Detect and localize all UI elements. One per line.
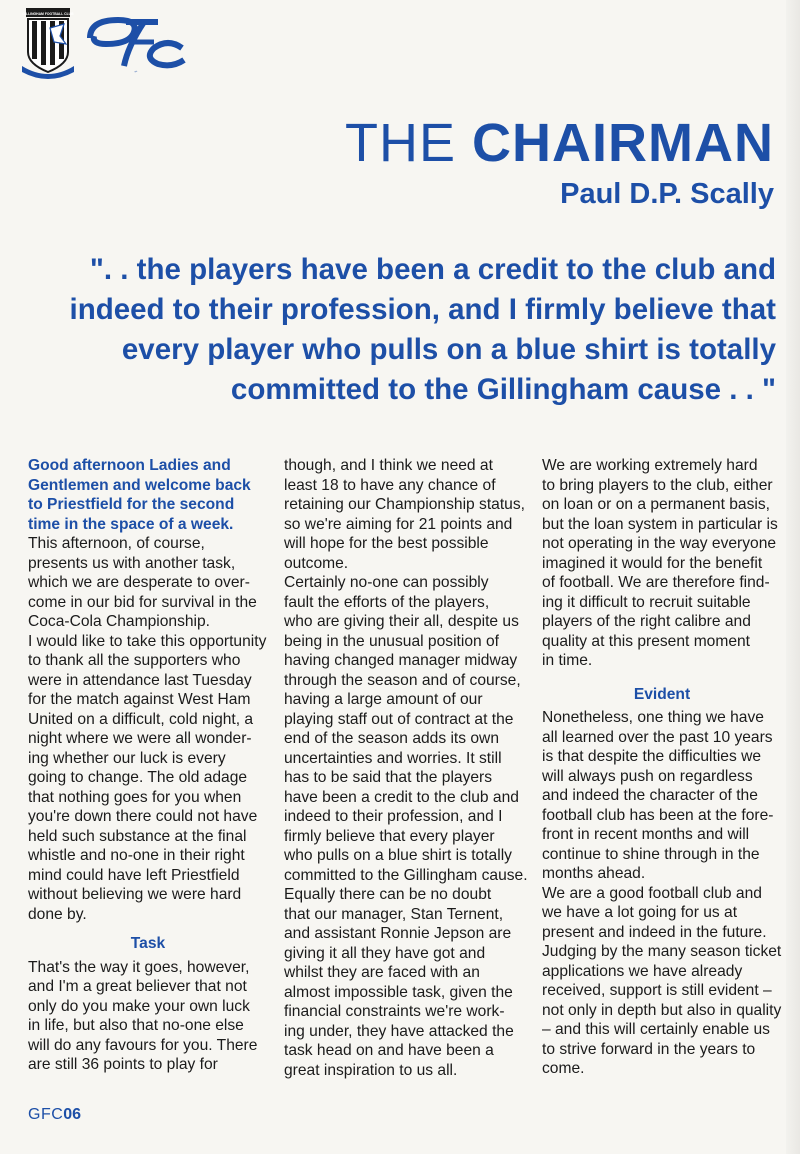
text-line: but the loan system in particular is: [542, 515, 778, 533]
text-line: who are giving their all, despite us: [284, 613, 519, 630]
text-line: and assistant Ronnie Jepson are: [284, 925, 512, 942]
text-line: come.: [542, 1060, 585, 1077]
text-line: come in our bid for survival in the: [28, 593, 257, 611]
text-line: indeed to their profession, and I: [284, 808, 503, 825]
text-line: – and this will certainly enable us: [542, 1021, 770, 1038]
text-line: whistle and no-one in their right: [28, 847, 245, 864]
text-line: We are working extremely hard: [542, 457, 758, 474]
text-line: so we're aiming for 21 points and: [284, 515, 513, 533]
page-title: [345, 112, 774, 174]
article-column-1: [28, 456, 268, 1075]
text-line: imagined it would for the benefit: [542, 554, 763, 572]
text-line: for the match against West Ham: [28, 691, 251, 708]
text-line: least 18 to have any chance of: [284, 476, 496, 494]
text-line: without believing we were hard: [28, 886, 242, 903]
text-line: you're down there could not have: [28, 808, 258, 825]
text-line: though, and I think we need at: [284, 457, 493, 474]
text-line: time in the space of a week.: [28, 515, 234, 533]
text-line: uncertainties and worries. It still: [284, 749, 502, 767]
text-line: financial constraints we're work-: [284, 1003, 505, 1020]
title-the: THE: [345, 113, 457, 173]
text-line: is that despite the difficulties we: [542, 748, 762, 765]
text-line: almost impossible task, given the: [284, 983, 513, 1001]
page-number-value: 06: [63, 1106, 82, 1123]
text-line: were in attendance last Tuesday: [28, 671, 252, 689]
text-line: Certainly no-one can possibly: [284, 574, 489, 591]
text-line: which we are desperate to over-: [28, 574, 250, 591]
text-line: done by.: [28, 905, 87, 923]
club-crest-logo: [20, 6, 76, 80]
text-line: on loan or on a permanent basis,: [542, 496, 770, 513]
text-line: Gentlemen and welcome back: [28, 476, 251, 494]
text-line: in life, but also that no-one else: [28, 1017, 244, 1034]
text-line: has to be said that the players: [284, 769, 493, 786]
text-line: continue to shine through in the: [542, 845, 760, 863]
text-line: outcome.: [284, 554, 349, 572]
text-line: We are a good football club and: [542, 884, 762, 902]
text-line: received, support is still evident –: [542, 982, 772, 999]
title-chairman: CHAIRMAN: [472, 113, 774, 173]
text-line: I would like to take this opportunity: [28, 632, 267, 650]
text-line: having changed manager midway: [284, 652, 518, 669]
text-line: going to change. The old adage: [28, 769, 248, 786]
pull-quote: [16, 250, 776, 410]
text-line: only do you make your own luck: [28, 997, 250, 1015]
text-line: ing whether our luck is every: [28, 749, 226, 767]
text-line: This afternoon, of course,: [28, 535, 205, 552]
gfc-logo-text: gfc: [134, 71, 138, 73]
text-line: not operating in the way everyone: [542, 535, 777, 552]
body-text: [542, 456, 782, 671]
page-edge: [786, 0, 800, 1154]
text-line: giving it all they have got and: [284, 944, 486, 962]
text-line: in time.: [542, 652, 593, 669]
body-text: [28, 958, 268, 1075]
text-line: and I'm a great believer that not: [28, 978, 247, 995]
text-line: will hope for the best possible: [284, 535, 489, 552]
text-line: front in recent months and will: [542, 826, 750, 843]
text-line: end of the season adds its own: [284, 730, 499, 747]
text-line: firmly believe that every player: [284, 827, 495, 845]
gfc-logo: [84, 14, 188, 74]
text-line: players of the right calibre and: [542, 613, 751, 630]
text-line: held such substance at the final: [28, 827, 247, 845]
pull-quote-line: committed to the Gillingham cause . . ": [230, 373, 776, 406]
text-line: presents us with another task,: [28, 554, 236, 572]
text-line: of football. We are therefore find-: [542, 574, 770, 591]
text-line: and indeed the character of the: [542, 787, 758, 804]
text-line: Nonetheless, one thing we have: [542, 709, 764, 726]
text-line: Judging by the many season ticket: [542, 943, 782, 960]
crest-text: GILLINGHAM FOOTBALL CLUB: [22, 12, 74, 16]
text-line: whilst they are faced with an: [284, 964, 480, 981]
article-column-3: [542, 456, 782, 1079]
text-line: will always push on regardless: [542, 767, 753, 785]
text-line: through the season and of course,: [284, 671, 521, 689]
text-line: retaining our Championship status,: [284, 496, 525, 513]
text-line: will do any favours for you. There: [28, 1036, 258, 1054]
text-line: fault the efforts of the players,: [284, 593, 490, 611]
text-line: present and indeed in the future.: [542, 923, 767, 941]
text-line: who pulls on a blue shirt is totally: [284, 847, 512, 864]
text-line: that nothing goes for you when: [28, 788, 242, 806]
text-line: Coca-Cola Championship.: [28, 613, 211, 630]
text-line: task head on and have been a: [284, 1042, 494, 1059]
text-line: great inspiration to us all.: [284, 1061, 458, 1079]
text-line: to Priestfield for the second: [28, 496, 235, 513]
text-line: ing under, they have attacked the: [284, 1022, 514, 1040]
text-line: night where we were all wonder-: [28, 730, 252, 747]
text-line: to thank all the supporters who: [28, 652, 241, 669]
page-number-prefix: GFC: [28, 1106, 64, 1123]
body-text: [542, 708, 782, 1079]
article-column-2: [284, 456, 528, 1080]
text-line: to bring players to the club, either: [542, 476, 773, 494]
subheading-evident: Evident: [633, 685, 691, 703]
text-line: not only in depth but also in quality: [542, 1001, 782, 1019]
text-line: committed to the Gillingham cause.: [284, 866, 528, 884]
text-line: having a large amount of our: [284, 691, 483, 708]
text-line: playing staff out of contract at the: [284, 710, 514, 728]
pull-quote-line: every player who pulls on a blue shirt is totally: [121, 333, 776, 366]
text-line: quality at this present moment: [542, 632, 751, 650]
body-text: [28, 534, 268, 924]
text-line: all learned over the past 10 years: [542, 728, 773, 746]
chairman-name: Paul D.P. Scally: [560, 178, 774, 210]
text-line: ing it difficult to recruit suitable: [542, 593, 751, 611]
text-line: Good afternoon Ladies and: [28, 457, 231, 474]
text-line: United on a difficult, cold night, a: [28, 710, 254, 728]
text-line: football club has been at the fore-: [542, 806, 774, 824]
page-number: [28, 1106, 81, 1124]
text-line: applications we have already: [542, 962, 743, 980]
text-line: to strive forward in the years to: [542, 1040, 756, 1058]
text-line: have been a credit to the club and: [284, 788, 519, 806]
text-line: that our manager, Stan Ternent,: [284, 905, 504, 923]
pull-quote-line: ". . the players have been a credit to the club and: [89, 253, 776, 286]
text-line: are still 36 points to play for: [28, 1056, 218, 1073]
text-line: being in the unusual position of: [284, 632, 500, 650]
subheading-task: Task: [130, 935, 166, 952]
text-line: Equally there can be no doubt: [284, 886, 492, 903]
text-line: months ahead.: [542, 865, 646, 882]
text-line: That's the way it goes, however,: [28, 958, 250, 976]
intro-paragraph: [28, 456, 268, 534]
text-line: we have a lot going for us at: [542, 904, 738, 921]
text-line: mind could have left Priestfield: [28, 866, 240, 884]
pull-quote-line: indeed to their profession, and I firmly believe that: [69, 293, 776, 326]
